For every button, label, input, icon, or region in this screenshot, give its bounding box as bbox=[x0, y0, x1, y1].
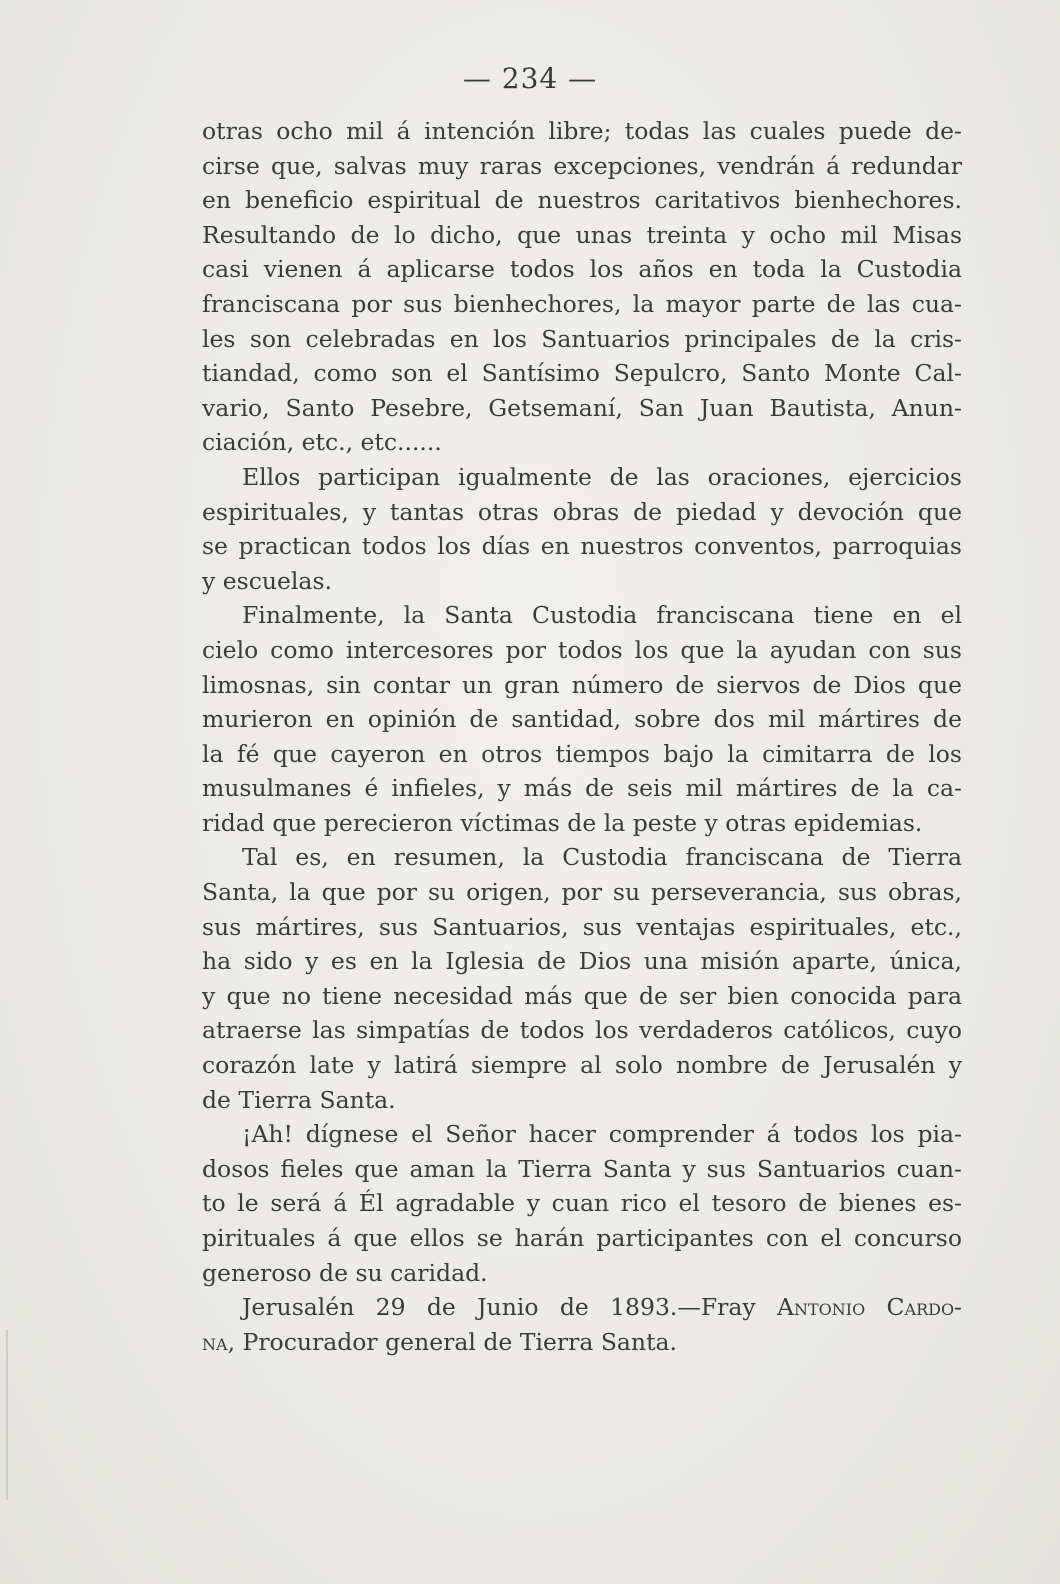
text-line: ha sido y es en la Iglesia de Dios una misión aparte, única, bbox=[202, 947, 962, 976]
text-line: generoso de su caridad. bbox=[202, 1258, 488, 1287]
text-line: atraerse las simpatías de todos los verdaderos católicos, cuyo bbox=[202, 1016, 962, 1045]
signature-name-part2: na bbox=[202, 1327, 228, 1356]
text-line: Ellos participan igualmente de las oraciones, ejercicios bbox=[242, 462, 962, 491]
signature-date: Jerusalén 29 de Junio de 1893.—Fray bbox=[242, 1293, 778, 1322]
text-line: limosnas, sin contar un gran número de siervos de Dios que bbox=[202, 670, 962, 699]
text-line: Finalmente, la Santa Custodia franciscana tiene en el bbox=[242, 601, 962, 630]
text-line: cirse que, salvas muy raras excepciones, vendrán á redundar bbox=[202, 151, 962, 180]
text-line: musulmanes é infieles, y más de seis mil mártires de la ca- bbox=[202, 774, 962, 803]
signature-line-1 bbox=[202, 1290, 962, 1325]
text-line: corazón late y latirá siempre al solo nombre de Jerusalén y bbox=[202, 1051, 962, 1080]
text-line: se practican todos los días en nuestros conventos, parroquias bbox=[202, 532, 962, 561]
text-line: les son celebradas en los Santuarios principales de la cris- bbox=[202, 324, 962, 353]
page-number: — 234 — bbox=[462, 62, 598, 95]
text-line: dosos fieles que aman la Tierra Santa y sus Santuarios cuan- bbox=[202, 1154, 962, 1183]
body-text bbox=[202, 114, 962, 1359]
text-line: vario, Santo Pesebre, Getsemaní, San Juan Bautista, Anun- bbox=[202, 393, 962, 422]
text-line: en beneficio espiritual de nuestros caritativos bienhechores. bbox=[202, 186, 962, 215]
text-line: espirituales, y tantas otras obras de piedad y devoción que bbox=[202, 497, 962, 526]
text-line: Santa, la que por su origen, por su perseverancia, sus obras, bbox=[202, 878, 962, 907]
text-line: sus mártires, sus Santuarios, sus ventajas espirituales, etc., bbox=[202, 912, 962, 941]
signature-name-part1: Antonio Cardo- bbox=[777, 1293, 963, 1322]
signature-line-2 bbox=[202, 1325, 962, 1360]
signature-title: , Procurador general de Tierra Santa. bbox=[227, 1327, 677, 1356]
text-line: tiandad, como son el Santísimo Sepulcro, Santo Monte Cal- bbox=[202, 359, 962, 388]
text-line: franciscana por sus bienhechores, la mayor parte de las cua- bbox=[202, 289, 962, 318]
text-line: la fé que cayeron en otros tiempos bajo la cimitarra de los bbox=[202, 739, 962, 768]
text-line: otras ocho mil á intención libre; todas las cuales puede de- bbox=[202, 117, 962, 145]
text-line: ¡Ah! dígnese el Señor hacer comprender á todos los pia- bbox=[242, 1120, 962, 1149]
text-line: ciación, etc., etc...... bbox=[202, 428, 442, 457]
text-line: pirituales á que ellos se harán participantes con el concurso bbox=[202, 1224, 962, 1252]
text-line: y escuelas. bbox=[202, 566, 332, 595]
text-line: ridad que perecieron víctimas de la peste y otras epidemias. bbox=[202, 808, 923, 837]
page-edge-shadow bbox=[6, 1330, 8, 1500]
text-line: Tal es, en resumen, la Custodia franciscana de Tierra bbox=[242, 843, 962, 872]
text-line: to le será á Él agradable y cuan rico el tesoro de bienes es- bbox=[202, 1189, 962, 1218]
text-line: cielo como intercesores por todos los que la ayudan con sus bbox=[202, 635, 962, 664]
text-line: murieron en opinión de santidad, sobre dos mil mártires de bbox=[202, 705, 962, 734]
text-line: casi vienen á aplicarse todos los años en toda la Custodia bbox=[202, 255, 962, 284]
text-line: Resultando de lo dicho, que unas treinta y ocho mil Misas bbox=[202, 220, 962, 249]
text-line: y que no tiene necesidad más que de ser bien conocida para bbox=[202, 981, 962, 1010]
text-line: de Tierra Santa. bbox=[202, 1085, 396, 1114]
